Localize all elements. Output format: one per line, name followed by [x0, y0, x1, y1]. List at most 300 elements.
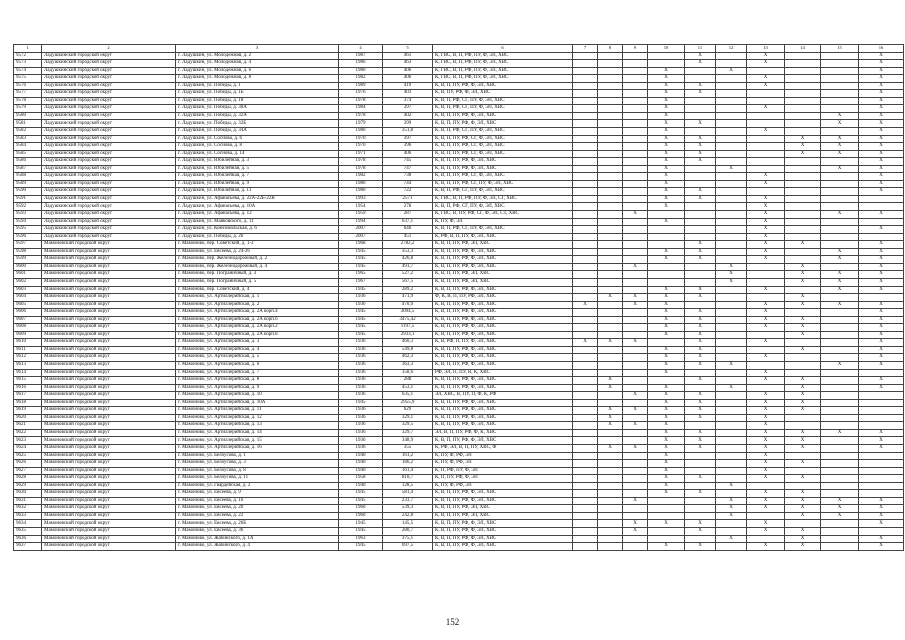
table-row	[14, 512, 904, 520]
cell-area: 186,2	[383, 460, 433, 468]
work-mark-cell: Х	[785, 528, 821, 536]
work-mark-cell	[716, 188, 747, 196]
work-mark-cell	[623, 309, 648, 317]
work-mark-cell	[623, 218, 648, 226]
work-mark-cell	[685, 218, 716, 226]
work-mark-cell: Х	[623, 422, 648, 430]
work-mark-cell	[573, 173, 598, 181]
work-mark-cell	[821, 392, 859, 400]
cell-id: 9632	[14, 505, 42, 513]
work-mark-cell	[716, 226, 747, 234]
work-mark-cell: Х	[648, 422, 685, 430]
cell-id: 9630	[14, 490, 42, 498]
work-mark-cell	[623, 354, 648, 362]
work-mark-cell: Х	[859, 354, 904, 362]
table-row	[14, 422, 904, 430]
cell-year: 1959	[339, 211, 383, 219]
work-mark-cell	[648, 241, 685, 249]
cell-municipality: Мамоновский городской округ	[42, 361, 176, 369]
cell-municipality: Мамоновский городской округ	[42, 241, 176, 249]
cell-year: 1936	[339, 422, 383, 430]
cell-address: г. Ладушкин, ул. Молодежная, д. 4	[176, 60, 339, 68]
work-mark-cell: Х	[785, 460, 821, 468]
cell-id: 9588	[14, 173, 42, 181]
cell-address: г. Мамоново, ул. Артиллерийская, д. 16	[176, 444, 339, 452]
work-mark-cell: Х	[598, 407, 623, 415]
work-mark-cell	[785, 82, 821, 90]
cell-year: 1978	[339, 165, 383, 173]
work-mark-cell: Х	[648, 294, 685, 302]
table-row	[14, 520, 904, 528]
cell-id: 9579	[14, 105, 42, 113]
work-mark-cell	[747, 331, 785, 339]
work-mark-cell: Х	[859, 437, 904, 445]
work-mark-cell: Х	[785, 263, 821, 271]
cell-address: г. Мамоново, пер. Пограничный, д. 3	[176, 271, 339, 279]
work-mark-cell: Х	[747, 218, 785, 226]
work-mark-cell	[821, 520, 859, 528]
work-mark-cell: Х	[747, 173, 785, 181]
cell-systems: РФ, ЭЛ, П, ПУ, В, К, ХВС	[433, 369, 573, 377]
cell-municipality: Мамоновский городской округ	[42, 384, 176, 392]
cell-systems: К, В, П, ПУ, РФ, Ф, ЭЛ, ХВС	[433, 346, 573, 354]
work-mark-cell	[573, 75, 598, 83]
work-mark-cell	[716, 105, 747, 113]
table-row	[14, 52, 904, 60]
cell-year: 1980	[339, 180, 383, 188]
cell-municipality: Мамоновский городской округ	[42, 271, 176, 279]
work-mark-cell	[785, 195, 821, 203]
cell-municipality: Мамоновский городской округ	[42, 475, 176, 483]
cell-address: г. Ладушкин, ул. Соснова, д. 14	[176, 150, 339, 158]
cell-area: 402	[383, 112, 433, 120]
cell-year: 1978	[339, 158, 383, 166]
work-mark-cell	[821, 241, 859, 249]
cell-systems: К, В, П, ПУ, РФ, СГ, Ф, ЭЛ, ХВС	[433, 150, 573, 158]
work-mark-cell: Х	[859, 150, 904, 158]
cell-year: 1994	[339, 218, 383, 226]
cell-year: 1936	[339, 339, 383, 347]
work-mark-cell	[623, 120, 648, 128]
cell-year: 1936	[339, 437, 383, 445]
work-mark-cell	[598, 241, 623, 249]
work-mark-cell: Х	[685, 377, 716, 385]
cell-year: 1940	[339, 467, 383, 475]
work-mark-cell	[573, 309, 598, 317]
cell-address: г. Мамоново, ул. Артиллерийская, д. 2А корп.6	[176, 316, 339, 324]
work-mark-cell	[716, 354, 747, 362]
work-mark-cell	[716, 490, 747, 498]
table-row	[14, 497, 904, 505]
work-mark-cell	[648, 263, 685, 271]
work-mark-cell	[623, 256, 648, 264]
work-mark-cell: Х	[859, 512, 904, 520]
work-mark-cell: Х	[747, 460, 785, 468]
work-mark-cell	[747, 512, 785, 520]
work-mark-cell	[648, 278, 685, 286]
cell-municipality: Мамоновский городской округ	[42, 278, 176, 286]
work-mark-cell	[623, 460, 648, 468]
work-mark-cell: Х	[685, 520, 716, 528]
work-mark-cell: Х	[785, 475, 821, 483]
cell-year: 1940	[339, 460, 383, 468]
work-mark-cell: Х	[821, 211, 859, 219]
work-mark-cell: Х	[685, 143, 716, 151]
cell-address: г. Ладушкин, ул. Юбилейная, д. 5	[176, 165, 339, 173]
cell-year: 1970	[339, 135, 383, 143]
work-mark-cell: Х	[623, 263, 648, 271]
work-mark-cell: Х	[859, 505, 904, 513]
work-mark-cell	[747, 294, 785, 302]
cell-area: 2933,1	[383, 331, 433, 339]
work-mark-cell	[598, 112, 623, 120]
column-number-cell: 11	[685, 45, 716, 53]
work-mark-cell	[716, 158, 747, 166]
work-mark-cell	[598, 263, 623, 271]
work-mark-cell: Х	[785, 543, 821, 551]
cell-address: г. Ладушкин, ул. Соснова, д. 8	[176, 143, 339, 151]
work-mark-cell: Х	[859, 256, 904, 264]
work-mark-cell	[821, 422, 859, 430]
work-mark-cell	[716, 331, 747, 339]
cell-systems: К, В, П, ПУ, РФ, Ф, ЭЛ, ХВС	[433, 82, 573, 90]
cell-area: 374	[383, 97, 433, 105]
work-mark-cell: Х	[648, 105, 685, 113]
work-mark-cell	[648, 211, 685, 219]
work-mark-cell: Х	[648, 369, 685, 377]
cell-systems: К, В, П, ПУ, РФ, СГ, Ф, ЭЛ, ХВС	[433, 135, 573, 143]
cell-municipality: Мамоновский городской округ	[42, 301, 176, 309]
cell-area: 406	[383, 150, 433, 158]
work-mark-cell: Х	[648, 309, 685, 317]
table-row	[14, 505, 904, 513]
work-mark-cell	[685, 384, 716, 392]
work-mark-cell	[685, 75, 716, 83]
work-mark-cell	[859, 422, 904, 430]
work-mark-cell: Х	[573, 301, 598, 309]
cell-id: 9633	[14, 512, 42, 520]
work-mark-cell	[598, 346, 623, 354]
cell-municipality: Ладушкинский городской округ	[42, 158, 176, 166]
work-mark-cell	[685, 97, 716, 105]
cell-year: 1936	[339, 294, 383, 302]
work-mark-cell	[859, 414, 904, 422]
cell-address: г. Мамоново, ул. Артиллерийская, д. 8	[176, 377, 339, 385]
cell-year: 1936	[339, 392, 383, 400]
work-mark-cell	[785, 414, 821, 422]
table-row	[14, 188, 904, 196]
work-mark-cell: Х	[785, 150, 821, 158]
cell-id: 9608	[14, 324, 42, 332]
work-mark-cell: Х	[785, 377, 821, 385]
cell-address: г. Мамоново, ул. Артиллерийская, д. 13	[176, 422, 339, 430]
work-mark-cell: Х	[685, 339, 716, 347]
work-mark-cell: Х	[598, 294, 623, 302]
table-row	[14, 294, 904, 302]
cell-year: 1970	[339, 143, 383, 151]
cell-address: г. Мамоново, ул. Белоусова, д. 11	[176, 475, 339, 483]
work-mark-cell: Х	[785, 278, 821, 286]
cell-id: 9615	[14, 377, 42, 385]
cell-address: г. Ладушкин, ул. Афанасьева, д. 22А-22Б-22В	[176, 195, 339, 203]
work-mark-cell	[685, 211, 716, 219]
work-mark-cell	[716, 414, 747, 422]
cell-systems: К, В, П, ПУ, РФ, Ф, ЭЛ, ХВС	[433, 165, 573, 173]
cell-municipality: Мамоновский городской округ	[42, 263, 176, 271]
cell-year: 1945	[339, 520, 383, 528]
work-mark-cell	[573, 346, 598, 354]
cell-id: 9601	[14, 271, 42, 279]
cell-municipality: Ладушкинский городской округ	[42, 75, 176, 83]
work-mark-cell	[747, 384, 785, 392]
work-mark-cell	[747, 278, 785, 286]
work-mark-cell: Х	[685, 399, 716, 407]
work-mark-cell: Х	[648, 165, 685, 173]
work-mark-cell: Х	[648, 82, 685, 90]
table-row	[14, 278, 904, 286]
cell-municipality: Ладушкинский городской округ	[42, 203, 176, 211]
work-mark-cell	[623, 67, 648, 75]
cell-address: г. Ладушкин, ул. Афанасьева, д. 10А	[176, 203, 339, 211]
work-mark-cell: Х	[859, 497, 904, 505]
cell-area: 351,8	[383, 128, 433, 136]
cell-municipality: Мамоновский городской округ	[42, 346, 176, 354]
work-mark-cell: Х	[859, 271, 904, 279]
work-mark-cell	[623, 512, 648, 520]
work-mark-cell: Х	[747, 429, 785, 437]
work-mark-cell	[648, 377, 685, 385]
work-mark-cell: Х	[859, 346, 904, 354]
work-mark-cell	[716, 173, 747, 181]
cell-municipality: Мамоновский городской округ	[42, 482, 176, 490]
work-mark-cell	[747, 165, 785, 173]
cell-area: 289,2	[383, 286, 433, 294]
work-mark-cell: Х	[648, 120, 685, 128]
work-mark-cell	[573, 399, 598, 407]
work-mark-cell	[573, 543, 598, 551]
work-mark-cell	[623, 414, 648, 422]
work-mark-cell	[623, 331, 648, 339]
work-mark-cell	[573, 369, 598, 377]
cell-id: 9629	[14, 482, 42, 490]
work-mark-cell	[821, 180, 859, 188]
cell-systems: К, В, П, ПУ, РФ, Ф, ЭЛ, ХВС	[433, 437, 573, 445]
cell-id: 9594	[14, 218, 42, 226]
work-mark-cell: Х	[648, 112, 685, 120]
work-mark-cell	[821, 437, 859, 445]
work-mark-cell: Х	[685, 414, 716, 422]
work-mark-cell	[785, 233, 821, 241]
work-mark-cell	[859, 392, 904, 400]
work-mark-cell	[573, 407, 598, 415]
work-mark-cell	[623, 233, 648, 241]
work-mark-cell	[573, 60, 598, 68]
work-mark-cell: Х	[648, 135, 685, 143]
cell-systems: К, ГВС, В, ПУ, РФ, СГ, Ф, ЭЛ, СТ, ХВС	[433, 211, 573, 219]
work-mark-cell: Х	[747, 105, 785, 113]
cell-address: г. Мамоново, ул. Гвардейская, д. 2	[176, 482, 339, 490]
work-mark-cell: Х	[859, 180, 904, 188]
work-mark-cell	[716, 128, 747, 136]
cell-systems: К, В, ПУ, РФ, Ф, ЭЛ, ХВС	[433, 90, 573, 98]
work-mark-cell	[821, 90, 859, 98]
work-mark-cell: Х	[859, 520, 904, 528]
table-row	[14, 158, 904, 166]
work-mark-cell	[573, 475, 598, 483]
table-row	[14, 180, 904, 188]
cell-address: г. Ладушкин, ул. Юбилейная, д. 11	[176, 188, 339, 196]
cell-id: 9606	[14, 309, 42, 317]
work-mark-cell: Х	[716, 278, 747, 286]
work-mark-cell: Х	[747, 452, 785, 460]
work-mark-cell	[598, 82, 623, 90]
work-mark-cell	[716, 475, 747, 483]
cell-municipality: Мамоновский городской округ	[42, 414, 176, 422]
table-row	[14, 67, 904, 75]
work-mark-cell	[685, 460, 716, 468]
cell-address: г. Мамоново, пер. Железнодорожный, д. 4	[176, 263, 339, 271]
work-mark-cell	[623, 490, 648, 498]
work-mark-cell: Х	[648, 324, 685, 332]
table-row	[14, 263, 904, 271]
work-mark-cell	[785, 218, 821, 226]
work-mark-cell	[821, 452, 859, 460]
work-mark-cell: Х	[859, 384, 904, 392]
cell-year: 1945	[339, 497, 383, 505]
work-mark-cell	[785, 361, 821, 369]
work-mark-cell	[747, 263, 785, 271]
work-mark-cell: Х	[785, 346, 821, 354]
work-mark-cell	[785, 339, 821, 347]
cell-id: 9634	[14, 520, 42, 528]
work-mark-cell	[716, 543, 747, 551]
table-row	[14, 226, 904, 234]
work-mark-cell	[598, 233, 623, 241]
work-mark-cell	[785, 203, 821, 211]
work-mark-cell	[598, 67, 623, 75]
cell-address: г. Мамоново, ул. Жабинского, д. 1А	[176, 535, 339, 543]
cell-area: 233,7	[383, 497, 433, 505]
work-mark-cell	[716, 135, 747, 143]
work-mark-cell	[859, 369, 904, 377]
cell-year: 1945	[339, 263, 383, 271]
work-mark-cell: Х	[648, 475, 685, 483]
work-mark-cell	[598, 60, 623, 68]
cell-id: 9598	[14, 248, 42, 256]
cell-address: г. Мамоново, ул. Артиллерийская, д. 9	[176, 384, 339, 392]
work-mark-cell: Х	[747, 528, 785, 536]
table-row	[14, 354, 904, 362]
cell-municipality: Ладушкинский городской округ	[42, 105, 176, 113]
cell-systems: К, В, П, РФ, СГ, ПУ, Ф, ЭЛ, ХВС	[433, 203, 573, 211]
cell-address: г. Мамоново, пер. Пограничный, д. 5	[176, 278, 339, 286]
work-mark-cell: Х	[785, 399, 821, 407]
work-mark-cell	[598, 211, 623, 219]
work-mark-cell	[598, 158, 623, 166]
cell-systems: К, В, П, ПУ, РФ, Ф, ЭЛ, ХВС	[433, 248, 573, 256]
cell-id: 9585	[14, 150, 42, 158]
work-mark-cell: Х	[747, 497, 785, 505]
work-mark-cell: Х	[648, 452, 685, 460]
cell-systems: К, ГВС, В, П, РФ, ПУ, Ф, ЭЛ, ХВС	[433, 60, 573, 68]
cell-systems: К, ПУ, Ф, РФ, ЭЛ	[433, 482, 573, 490]
work-mark-cell	[598, 316, 623, 324]
work-mark-cell	[821, 97, 859, 105]
table-row	[14, 490, 904, 498]
cell-address: г. Ладушкин, ул. Комсомольская, д. 6	[176, 226, 339, 234]
cell-id: 9611	[14, 346, 42, 354]
cell-address: г. Ладушкин, ул. Победы, д. 34А	[176, 128, 339, 136]
work-mark-cell	[573, 82, 598, 90]
work-mark-cell: Х	[598, 377, 623, 385]
table-row	[14, 452, 904, 460]
table-row	[14, 82, 904, 90]
cell-systems: К, В, П, ПУ, РФ, Ф, ЭЛ, ХВС	[433, 324, 573, 332]
cell-address: г. Мамоново, пер. Советский, д. 4	[176, 286, 339, 294]
work-mark-cell: Х	[648, 460, 685, 468]
work-mark-cell: Х	[785, 271, 821, 279]
cell-year: 1940	[339, 452, 383, 460]
work-mark-cell	[716, 218, 747, 226]
cell-year: 1978	[339, 112, 383, 120]
work-mark-cell: Х	[685, 158, 716, 166]
work-mark-cell	[598, 52, 623, 60]
work-mark-cell	[716, 437, 747, 445]
work-mark-cell	[685, 278, 716, 286]
cell-systems: К, В, П, ПУ, РФ, ЭЛ, ХВС	[433, 241, 573, 249]
cell-year: 1945	[339, 528, 383, 536]
work-mark-cell: Х	[859, 361, 904, 369]
cell-year: 1993	[339, 195, 383, 203]
table-row	[14, 324, 904, 332]
cell-address: г. Мамоново, ул. Артиллерийская, д. 2	[176, 301, 339, 309]
cell-systems: К, ГВС, В, П, РФ, ПУ, Ф, ЭЛ, СГ, ХВС	[433, 195, 573, 203]
table-row	[14, 482, 904, 490]
work-mark-cell: Х	[859, 377, 904, 385]
work-mark-cell: Х	[623, 497, 648, 505]
work-mark-cell	[598, 150, 623, 158]
cell-municipality: Мамоновский городской округ	[42, 452, 176, 460]
work-mark-cell	[685, 180, 716, 188]
work-mark-cell: Х	[648, 467, 685, 475]
work-mark-cell: Х	[716, 165, 747, 173]
work-mark-cell	[685, 497, 716, 505]
work-mark-cell	[716, 203, 747, 211]
cell-municipality: Мамоновский городской округ	[42, 490, 176, 498]
cell-systems: К, В, П, ПУ, РФ, Ф, ЭЛ, ХВС	[433, 158, 573, 166]
work-mark-cell: Х	[859, 158, 904, 166]
cell-municipality: Мамоновский городской округ	[42, 324, 176, 332]
cell-municipality: Мамоновский городской округ	[42, 437, 176, 445]
work-mark-cell	[648, 271, 685, 279]
work-mark-cell	[821, 346, 859, 354]
column-number-cell: 8	[598, 45, 623, 53]
cell-area: 2782,2	[383, 241, 433, 249]
work-mark-cell: Х	[685, 437, 716, 445]
cell-year: 1979	[339, 120, 383, 128]
work-mark-cell	[821, 226, 859, 234]
work-mark-cell	[623, 384, 648, 392]
cell-year: 1963	[339, 535, 383, 543]
cell-systems: К, В, П, ПУ, РФ, ЭЛ, ХВС	[433, 512, 573, 520]
cell-year: 1968	[339, 241, 383, 249]
work-mark-cell	[573, 188, 598, 196]
work-mark-cell	[573, 248, 598, 256]
cell-area: 161,2	[383, 452, 433, 460]
cell-id: 9607	[14, 316, 42, 324]
work-mark-cell: Х	[685, 120, 716, 128]
work-mark-cell	[648, 339, 685, 347]
